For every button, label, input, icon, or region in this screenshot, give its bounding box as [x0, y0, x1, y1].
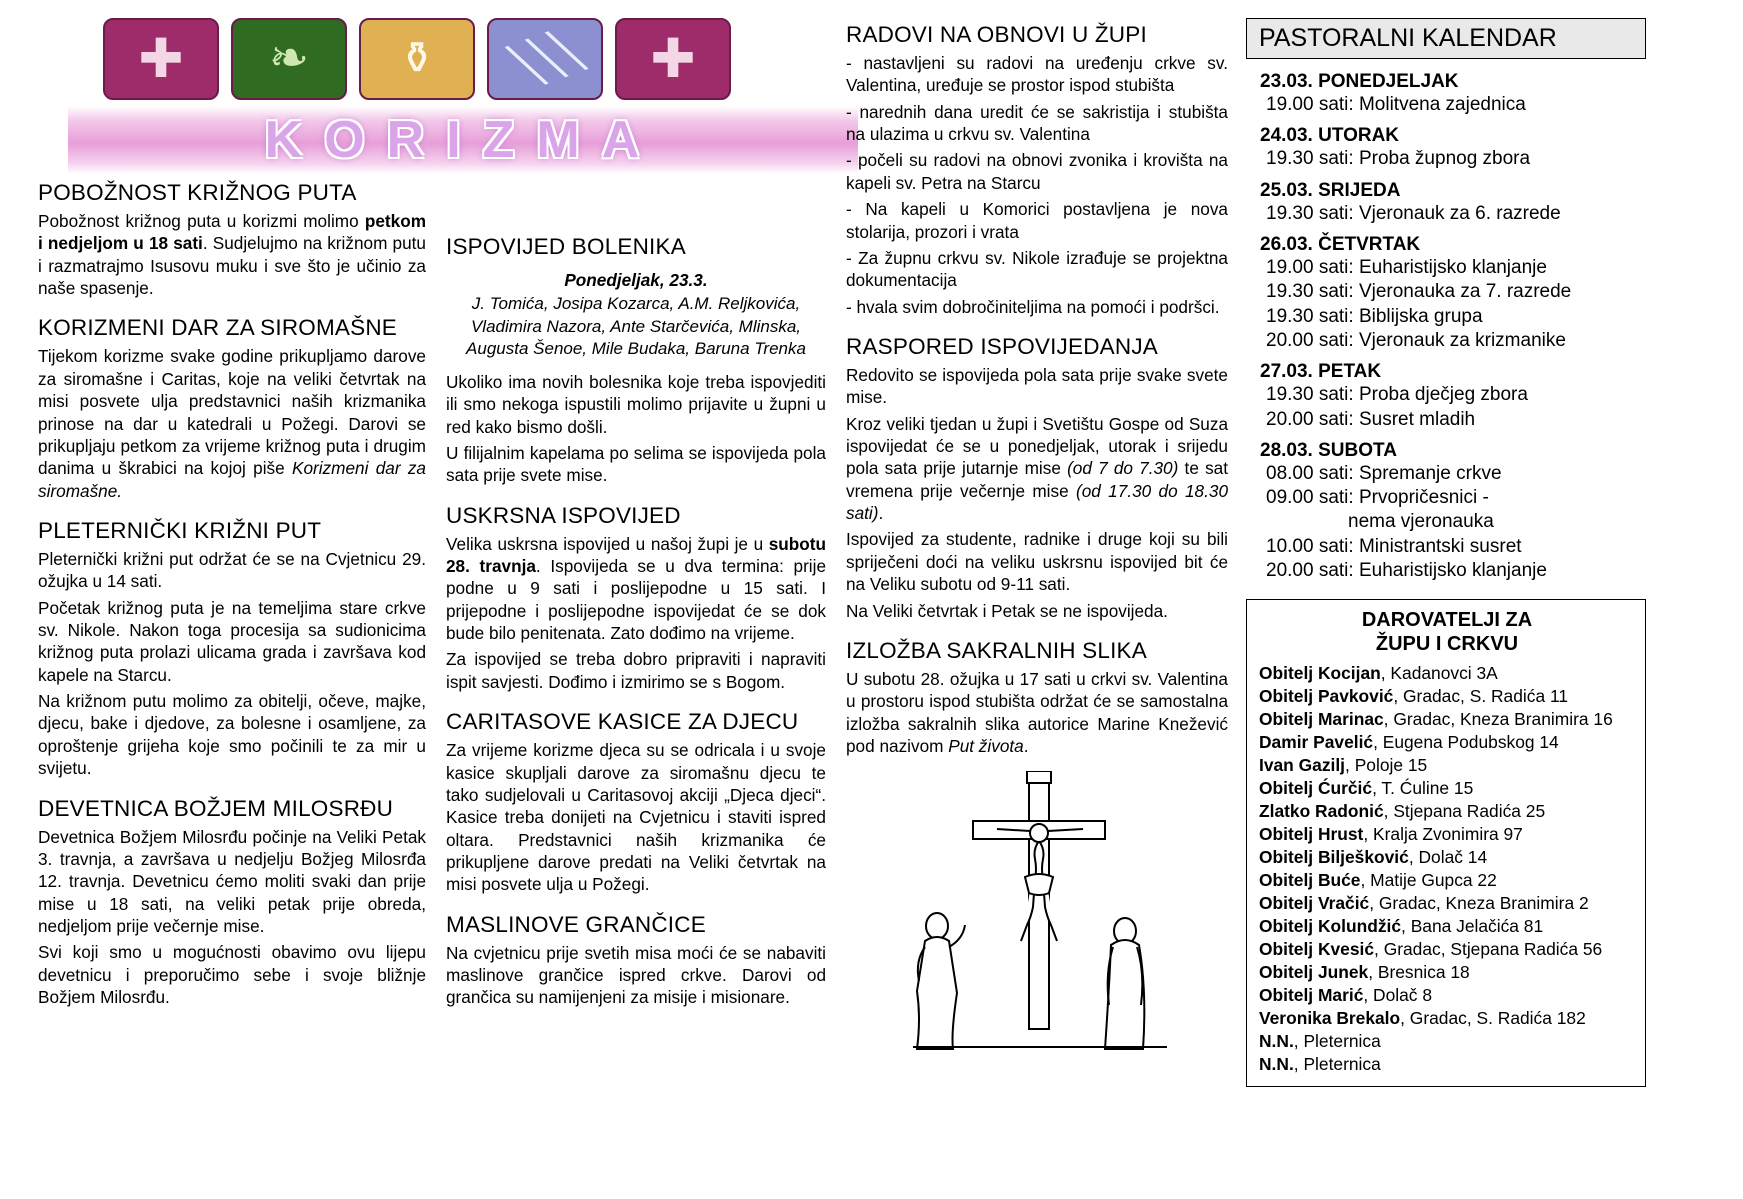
donor-address: , Eugena Podubskog 14	[1373, 732, 1559, 753]
donor-name: Obitelj Vračić	[1259, 893, 1370, 914]
donor-name: Obitelj Pavković	[1259, 686, 1394, 707]
palm-leaf-icon: ❧	[231, 18, 347, 100]
donor-row	[1259, 685, 1635, 708]
donor-row	[1259, 846, 1635, 869]
donor-address: , Kralja Zvonimira 97	[1363, 824, 1523, 845]
radovi-item: - narednih dana uredit će se sakristija i stubišta na ulazima u crkvu sv. Valentina	[846, 101, 1228, 145]
donor-address: , Pleternica	[1293, 1053, 1381, 1074]
paragraph-grancice-1: Na cvjetnicu prije svetih misa moći će se nabaviti maslinove grančice ispred crkve. Darovi od grančica su namijenjeni za misije i misionare.	[446, 942, 826, 1008]
donors-title	[1259, 608, 1635, 656]
calendar-entry: 09.00 sati: Prvopričesnici -	[1266, 487, 1489, 509]
cross-icon-2: ✚	[615, 18, 731, 100]
radovi-item: - Na kapeli u Komorici postavljena je nova stolarija, prozori i vrata	[846, 199, 1228, 242]
donor-row	[1259, 1030, 1635, 1053]
calendar-entry: 19.00 sati: Molitvena zajednica	[1266, 94, 1526, 115]
donor-row	[1259, 1053, 1635, 1076]
calendar-entry: nema vjeronauka	[1348, 511, 1494, 533]
section-heading-pleternicki-krizni-put: PLETERNIČKI KRIŽNI PUT	[38, 517, 322, 543]
calendar-day-heading: 27.03. PETAK	[1260, 361, 1382, 383]
donor-name: Obitelj Kolundžić	[1259, 916, 1402, 937]
paragraph-pleternicki-2: Početak križnog puta je na temeljima stare crkve sv. Nikole. Nakon toga procesija sa sudionicima križnog puta prolazi ulicama grada i završava kod kapele na Starcu.	[38, 597, 426, 685]
donors-title-line2: ŽUPU I CRKVU	[1375, 633, 1519, 656]
donor-name: Obitelj Kvesić	[1259, 939, 1375, 959]
section-heading-devetnica: DEVETNICA BOŽJEM MILOSRĐU	[38, 795, 394, 821]
calendar-entry: 19.30 sati: Vjeronauka za 7. razrede	[1266, 281, 1572, 303]
paragraph-devetnica-1: Devetnica Božjem Milosrđu počinje na Veliki Petak 3. travnja, a završava u nedjelju Božjeg Milosrđa 12. travnja. Devetnicu ćemo moliti svaki dan prije mise u 18 sati, na veliki petak prije obreda, nedjeljom prije večernje mise.	[38, 826, 426, 936]
donor-address: , Dolač 8	[1363, 984, 1433, 1005]
text-run: te sat vremena prije večernje mise	[846, 458, 1229, 501]
text-run-italic: Put života	[948, 735, 1024, 756]
donor-name: Obitelj Bilješković	[1259, 847, 1409, 868]
cross-icon-1: ✚	[103, 18, 219, 100]
donor-address: , T. Ćuline 15	[1372, 778, 1474, 799]
calendar-entry: 08.00 sati: Spremanje crkve	[1266, 462, 1502, 484]
paragraph-pleternicki-1: Pleternički križni put održat će se na Cvjetnicu 29. ožujka u 14 sati.	[38, 548, 426, 592]
crucifixion-svg	[877, 771, 1197, 1051]
text-run: .	[878, 503, 884, 524]
donor-address: , Kadanovci 3A	[1380, 663, 1498, 684]
paragraph-uskrsna-1	[446, 533, 826, 645]
radovi-item: - počeli su radovi na obnovi zvonika i krovišta na kapeli sv. Petra na Starcu	[846, 150, 1228, 193]
donor-address: , Bana Jelačića 81	[1401, 916, 1544, 937]
paragraph-raspored-1: Redovito se ispovijeda pola sata prije svake svete mise.	[846, 364, 1228, 408]
paragraph-poboznost-1	[38, 210, 426, 299]
paragraph-raspored-3: Ispovijed za studente, radnike i druge koji su bili spriječeni doći na veliku uskrsnu ispovijed bit će na Veliku subotu od 9-11 sati.	[846, 529, 1228, 595]
text-run: . Ispovijeda se u dva termina: prije podne u 9 sati i poslijepodne u 15 sati. I prijepodne i poslijepodne ispovijedat će se dok bude bilo penitenata. Zato dođimo na vrijeme.	[446, 555, 827, 644]
text-run: Tijekom korizme svake godine prikupljamo darove za siromašne i Caritas, koje na veliki četvrtak na misi posvete ulja predstavnici naših krizmanika prinose na dar u katedrali u Požegi. Darovi se prikupljaju petkom za vrijeme križnog puta i drugim danima u škrabici na kojoj piše	[38, 346, 426, 479]
section-heading-raspored-ispovijedanja: RASPORED ISPOVIJEDANJA	[846, 333, 1158, 359]
donor-row	[1259, 938, 1635, 961]
text-run-bold: petkom i nedjeljom u 18 sati	[38, 211, 426, 254]
donor-name: Obitelj Buće	[1259, 870, 1361, 891]
section-heading-caritasove-kasice: CARITASOVE KASICE ZA DJECU	[446, 709, 799, 735]
donor-address: , Dolač 14	[1408, 847, 1488, 868]
donor-row	[1259, 754, 1635, 777]
section-heading-uskrsna-ispovijed: USKRSNA ISPOVIJED	[446, 502, 681, 528]
calendar-entry: 19.30 sati: Proba župnog zbora	[1266, 148, 1531, 170]
text-run-italic: Korizmeni dar za siromašne.	[38, 458, 426, 501]
donor-address: , Stjepana Radića 25	[1383, 801, 1546, 822]
pastoral-calendar-body	[1246, 59, 1646, 583]
donor-name: Obitelj Ćurčić	[1259, 778, 1373, 799]
paragraph-uskrsna-2: Za ispovijed se treba dobro pripraviti i napraviti ispit savjesti. Dođimo i izmirimo se s Bogom.	[446, 649, 826, 692]
donor-row	[1259, 708, 1635, 731]
donor-name: Veronika Brekalo	[1259, 1007, 1401, 1028]
donors-list	[1259, 662, 1635, 1075]
donor-row	[1259, 984, 1635, 1007]
donor-row	[1259, 823, 1635, 846]
text-run: Velika uskrsna ispovijed u našoj župi je u	[446, 533, 769, 554]
paragraph-kasice-1: Za vrijeme korizme djeca su se odricala i u svoje kasice skupljali darove za siromašnu djecu te tako sudjelovali u Caritasovoj akciji „Djeca djeci“. Kasice treba donijeti na Cvjetnicu i staviti ispred oltara. Predstavnici naših krizmanika će prikupljene darove predati na Veliki četvrtak na misi posvete ulja u Požegi.	[446, 740, 826, 895]
donor-address: , Gradac, S. Radića 182	[1400, 1007, 1586, 1028]
section-heading-korizmeni-dar: KORIZMENI DAR ZA SIROMAŠNE	[38, 315, 397, 341]
calendar-day-heading: 28.03. SUBOTA	[1260, 439, 1397, 461]
calendar-entry: 20.00 sati: Susret mladih	[1266, 408, 1476, 430]
text-run-italic: (od 7 do 7.30)	[1067, 458, 1179, 479]
text-run: U subotu 28. ožujka u 17 sati u crkvi sv. Valentina u prostoru ispod stubišta održat će se samostalna izložba sakralnih slika autorice Marine Knežević pod nazivom	[846, 668, 1228, 756]
donor-name: Obitelj Marinac	[1259, 709, 1384, 730]
nails-icon: ╲╲╲	[487, 18, 603, 100]
pastoral-calendar-title: PASTORALNI KALENDAR	[1246, 18, 1646, 59]
paragraph-korizmeni-dar-1	[38, 345, 426, 502]
donor-address: , Gradac, Kneza Branimira 2	[1369, 893, 1589, 914]
donor-row	[1259, 800, 1635, 823]
donor-row	[1259, 777, 1635, 800]
section-heading-izlozba-sakralnih-slika: IZLOŽBA SAKRALNIH SLIKA	[846, 637, 1147, 663]
donor-name: Damir Pavelić	[1259, 732, 1374, 753]
calendar-entry: 20.00 sati: Euharistijsko klanjanje	[1266, 560, 1547, 582]
section-heading-radovi-na-obnovi: RADOVI NA OBNOVI U ŽUPI	[846, 22, 1147, 47]
paragraph-raspored-4: Na Veliki četvrtak i Petak se ne ispovijeda.	[846, 600, 1168, 621]
donor-row	[1259, 892, 1635, 915]
donor-name: Obitelj Kocijan	[1259, 663, 1381, 684]
calendar-day-heading: 26.03. ČETVRTAK	[1260, 233, 1421, 255]
radovi-list	[846, 52, 1228, 318]
donor-row	[1259, 869, 1635, 892]
calendar-day-heading: 23.03. PONEDJELJAK	[1260, 71, 1459, 92]
donor-name: Ivan Gazilj	[1259, 755, 1346, 776]
donors-title-line1: DAROVATELJI ZA	[1361, 609, 1533, 632]
calendar-entry: 19.30 sati: Biblijska grupa	[1266, 305, 1483, 327]
donor-address: , Pleternica	[1293, 1030, 1381, 1051]
donor-row	[1259, 1007, 1635, 1030]
donor-row	[1259, 662, 1635, 685]
donor-address: , Gradac, Stjepana Radića 56	[1374, 939, 1603, 959]
donor-address: , Gradac, S. Radića 11	[1393, 686, 1568, 707]
donor-name: Obitelj Hrust	[1259, 824, 1364, 845]
text-run: Kroz veliki tjedan u župi i Svetištu Gospe od Suza ispovijedat će se u ponedjeljak, utorak i srijedu pola sata prije jutarnje mise	[846, 413, 1228, 479]
donor-name: Obitelj Junek	[1259, 961, 1369, 982]
donors-box	[1246, 599, 1646, 1086]
paragraph-bolenika-2: U filijalnim kapelama po selima se ispovijeda pola sata prije svete mise.	[446, 442, 826, 486]
donor-address: , Gradac, Kneza Branimira 16	[1383, 709, 1613, 730]
calendar-entry: 20.00 sati: Vjeronauk za krizmanike	[1266, 329, 1566, 351]
paragraph-bolenika-1: Ukoliko ima novih bolesnika koje treba ispovjediti ili smo nekoga ispustili molimo prijavite u župni u red kako bismo došli.	[446, 371, 826, 437]
calendar-entry: 19.00 sati: Euharistijsko klanjanje	[1266, 256, 1547, 278]
column-third	[846, 18, 1246, 1051]
donor-name: Zlatko Radonić	[1259, 801, 1384, 822]
calendar-entry: 19.30 sati: Vjeronauk za 6. razrede	[1266, 202, 1561, 224]
crucifixion-illustration	[846, 771, 1228, 1051]
text-run-bold: subotu 28. travnja	[446, 533, 826, 576]
radovi-item: - Za župnu crkvu sv. Nikole izrađuje se projektna dokumentacija	[846, 247, 1228, 291]
text-run: . Sudjelujmo na križnom putu i razmatrajmo Isusovu muku i sve što je učinio za naše spasenje.	[38, 233, 426, 299]
donor-name: N.N.	[1259, 1030, 1294, 1051]
donor-name: Obitelj Marić	[1259, 984, 1364, 1005]
text-run-italic: (od 17.30 do 18.30 sati)	[846, 480, 1228, 524]
calendar-entry: 10.00 sati: Ministrantski susret	[1266, 535, 1522, 557]
section-heading-maslinove-grancice: MASLINOVE GRANČICE	[446, 911, 706, 937]
paragraph-raspored-2	[846, 413, 1228, 525]
donor-row	[1259, 731, 1635, 754]
radovi-item: - nastavljeni su radovi na uređenju crkve sv. Valentina, uređuje se prostor ispod stubišta	[846, 53, 1228, 96]
masthead-title: KORIZMA	[68, 106, 858, 174]
calendar-day-heading: 24.03. UTORAK	[1260, 125, 1400, 147]
radovi-item: - hvala svim dobročiniteljima na pomoći i podršci.	[846, 296, 1220, 317]
paragraph-devetnica-2: Svi koji smo u mogućnosti obavimo ovu lijepu devetnicu i preporučimo sebe i svoje bližnje Božjem Milosrđu.	[38, 942, 426, 1008]
section-heading-poboznost-kriznog-puta: POBOŽNOST KRIŽNOG PUTA	[38, 180, 357, 205]
text-run: Pobožnost križnog puta u korizmi molimo	[38, 211, 365, 231]
calendar-day-heading: 25.03. SRIJEDA	[1260, 179, 1401, 201]
calendar-entry: 19.30 sati: Proba dječjeg zbora	[1266, 384, 1528, 406]
column-second	[446, 18, 846, 1011]
chalice-icon: ⚱	[359, 18, 475, 100]
donor-row	[1259, 961, 1635, 984]
ispovijed-bolenika-date: Ponedjeljak, 23.3.	[564, 270, 708, 290]
donor-address: , Poloje 15	[1345, 755, 1428, 776]
donor-row	[1259, 915, 1635, 938]
section-heading-ispovijed-bolenika: ISPOVIJED BOLENIKA	[446, 234, 686, 259]
ispovijed-bolenika-streets: J. Tomića, Josipa Kozarca, A.M. Reljkovića, Vladimira Nazora, Ante Starčevića, Mlinska, Augusta Šenoe, Mile Budaka, Baruna Trenka	[466, 294, 806, 359]
paragraph-pleternicki-3: Na križnom putu molimo za obitelji, očeve, majke, djecu, bake i djedove, za bolesne i osamljene, za oproštenje grijeha koje smo počinili te za mir u svijetu.	[38, 691, 426, 779]
donor-address: , Matije Gupca 22	[1360, 870, 1497, 891]
donor-name: N.N.	[1259, 1053, 1294, 1074]
donor-address: , Bresnica 18	[1368, 961, 1470, 982]
text-run: .	[1023, 735, 1029, 756]
paragraph-izlozba-1	[846, 668, 1228, 757]
column-right	[1246, 18, 1646, 1087]
